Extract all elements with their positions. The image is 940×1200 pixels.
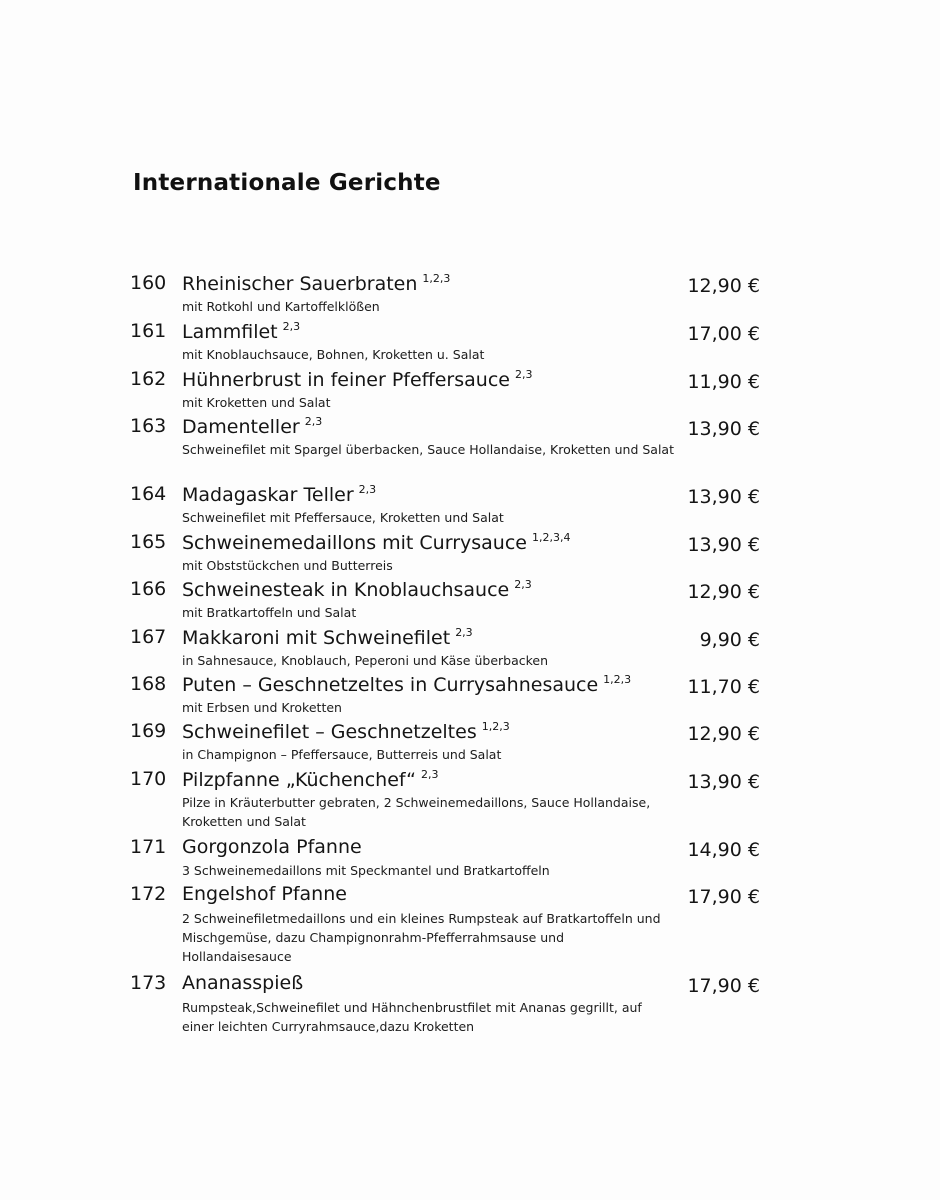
allergen-codes: 2,3 [421, 768, 439, 781]
item-name-text: Hühnerbrust in feiner Pfeffersauce [182, 369, 510, 391]
item-name-text: Gorgonzola Pfanne [182, 836, 362, 858]
item-name [182, 415, 322, 438]
item-name-text: Pilzpfanne „Küchenchef“ [182, 769, 417, 791]
item-name [182, 720, 510, 743]
item-description: mit Rotkohl und Kartoffelklößen [182, 299, 380, 314]
item-price: 17,00 € [687, 323, 760, 345]
item-number: 171 [130, 836, 167, 858]
item-name-text: Ananasspieß [182, 972, 304, 994]
item-price: 11,70 € [687, 676, 760, 698]
item-number: 164 [130, 483, 167, 505]
item-number: 173 [130, 972, 167, 994]
item-description: Schweinefilet mit Spargel überbacken, Sauce Hollandaise, Kroketten und Salat [182, 442, 674, 457]
item-description: mit Erbsen und Kroketten [182, 700, 342, 715]
item-description: 3 Schweinemedaillons mit Speckmantel und Bratkartoffeln [182, 863, 550, 878]
item-number: 163 [130, 415, 167, 437]
item-number: 167 [130, 626, 167, 648]
item-price: 12,90 € [687, 275, 760, 297]
item-name [182, 883, 347, 905]
allergen-codes: 1,2,3,4 [531, 531, 571, 544]
item-name-text: Lammfilet [182, 321, 278, 343]
allergen-codes: 2,3 [514, 368, 533, 381]
page-title: Internationale Gerichte [133, 170, 441, 196]
item-price: 17,90 € [687, 886, 760, 908]
item-price: 12,90 € [687, 723, 760, 745]
item-name-text: Rheinischer Sauerbraten [182, 273, 418, 295]
item-description: Pilze in Kräuterbutter gebraten, 2 Schweinemedaillons, Sauce Hollandaise, Kroketten und Salat [182, 795, 651, 829]
item-name-text: Schweinesteak in Knoblauchsauce [182, 579, 510, 601]
item-name-text: Schweinefilet – Geschnetzeltes [182, 721, 477, 743]
item-number: 161 [130, 320, 167, 342]
item-number: 172 [130, 883, 167, 905]
item-description: mit Knoblauchsauce, Bohnen, Kroketten u. Salat [182, 347, 485, 362]
item-name [182, 972, 303, 994]
allergen-codes: 1,2,3 [422, 272, 451, 285]
allergen-codes: 2,3 [455, 626, 473, 639]
item-name [182, 531, 570, 554]
allergen-codes: 2,3 [282, 320, 301, 333]
item-number: 160 [130, 272, 167, 294]
item-name-text: Engelshof Pfanne [182, 883, 347, 905]
item-description: Rumpsteak,Schweinefilet und Hähnchenbrustfilet mit Ananas gegrillt, auf einer leichten Curryrahmsauce,dazu Kroketten [182, 1000, 642, 1034]
allergen-codes: 2,3 [514, 578, 532, 591]
item-description: mit Obststückchen und Butterreis [182, 558, 393, 573]
item-price: 14,90 € [687, 839, 760, 861]
item-price: 12,90 € [687, 581, 760, 603]
item-description: in Sahnesauce, Knoblauch, Peperoni und Käse überbacken [182, 653, 549, 668]
item-name [182, 578, 532, 601]
allergen-codes: 1,2,3 [481, 720, 510, 733]
item-price: 11,90 € [687, 371, 760, 393]
item-name [182, 483, 376, 506]
item-number: 165 [130, 531, 167, 553]
item-name [182, 626, 473, 649]
item-number: 169 [130, 720, 167, 742]
item-description: mit Bratkartoffeln und Salat [182, 605, 357, 620]
item-name-text: Makkaroni mit Schweinefilet [182, 627, 451, 649]
item-price: 13,90 € [687, 486, 760, 508]
item-description: 2 Schweinefiletmedaillons und ein kleines Rumpsteak auf Bratkartoffeln und Mischgemüse, dazu Champignonrahm-Pfefferrahmsause und Hollandaisesauce [182, 911, 661, 964]
item-name-text: Damenteller [182, 416, 300, 438]
item-price: 13,90 € [687, 771, 760, 793]
item-name [182, 836, 362, 858]
allergen-codes: 2,3 [358, 483, 377, 496]
item-name [182, 673, 631, 696]
item-description: Schweinefilet mit Pfeffersauce, Kroketten und Salat [182, 510, 504, 525]
item-number: 168 [130, 673, 167, 695]
item-name [182, 368, 532, 391]
item-name-text: Puten – Geschnetzeltes in Currysahnesauce [182, 674, 599, 696]
item-price: 17,90 € [687, 975, 760, 997]
item-number: 170 [130, 768, 167, 790]
item-price: 13,90 € [687, 534, 760, 556]
item-name-text: Madagaskar Teller [182, 484, 354, 506]
item-number: 166 [130, 578, 167, 600]
allergen-codes: 1,2,3 [603, 673, 632, 686]
item-price: 13,90 € [687, 418, 760, 440]
item-description: in Champignon – Pfeffersauce, Butterreis und Salat [182, 747, 502, 762]
item-number: 162 [130, 368, 167, 390]
item-name-text: Schweinemedaillons mit Currysauce [182, 532, 527, 554]
item-description: mit Kroketten und Salat [182, 395, 331, 410]
item-name [182, 272, 450, 295]
item-price: 9,90 € [699, 629, 760, 651]
item-name [182, 768, 439, 791]
allergen-codes: 2,3 [304, 415, 323, 428]
item-name [182, 320, 300, 343]
